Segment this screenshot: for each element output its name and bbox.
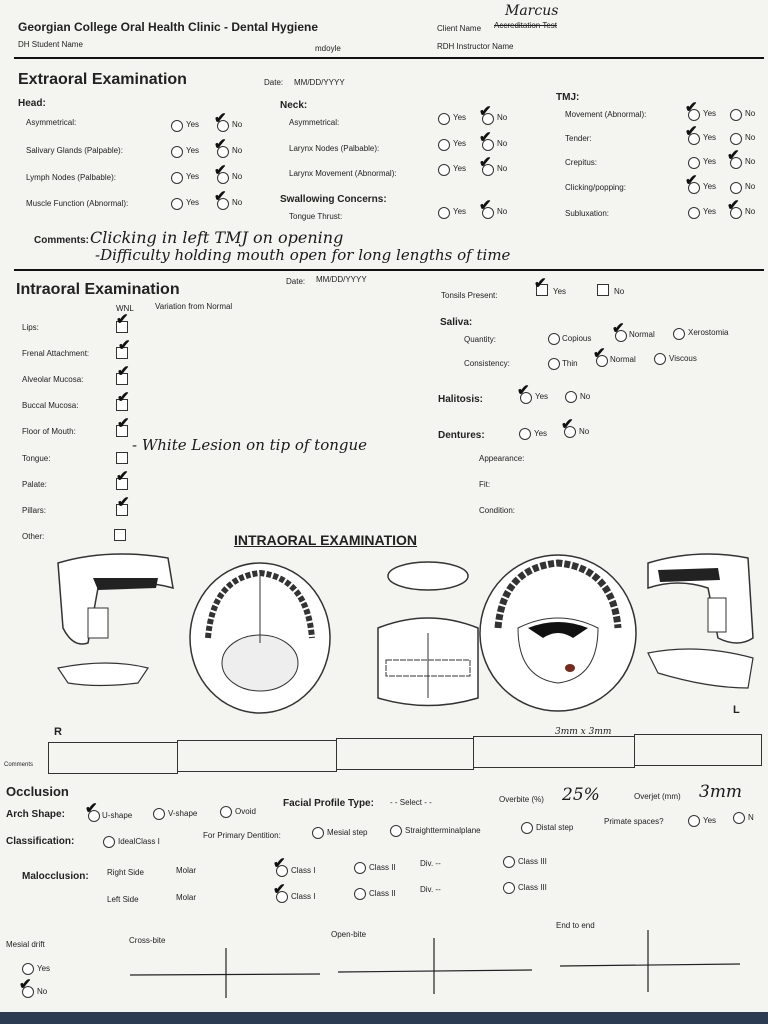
bite-crosshair-grids[interactable] — [120, 930, 760, 1000]
check-mark-icon — [117, 390, 130, 405]
arch-vshape-label: V-shape — [168, 809, 198, 818]
client-name-value[interactable]: Accreditation Test — [494, 21, 557, 30]
swallowing-label: Swallowing Concerns: — [280, 194, 387, 205]
lesion-measurement-note[interactable]: 3mm x 3mm — [555, 727, 612, 737]
tmj-crep-no-label: No — [745, 157, 756, 166]
overjet-value[interactable]: 3mm — [699, 782, 743, 802]
check-mark-icon — [214, 189, 227, 204]
arch-ovoid-radio[interactable] — [220, 806, 232, 818]
left-class2-label: Class II — [369, 889, 396, 898]
tmj-click-no-label: No — [745, 182, 756, 191]
consistency-viscous-label: Viscous — [669, 354, 697, 363]
facial-profile-select[interactable]: - - Select - - — [390, 798, 432, 807]
lips-label: Lips: — [22, 323, 39, 332]
dentures-no-label: No — [579, 427, 590, 436]
tmj-click-no-radio[interactable] — [730, 182, 742, 194]
consistency-thin-radio[interactable] — [548, 358, 560, 370]
arch-vshape-radio[interactable] — [153, 808, 165, 820]
check-mark-icon — [117, 364, 130, 379]
neck-nodes-yes-label: Yes — [453, 139, 467, 148]
left-class3-radio[interactable] — [503, 882, 515, 894]
left-side-label: L — [733, 704, 740, 716]
mesial-no-label: No — [37, 987, 48, 996]
neck-nodes-yes-radio[interactable] — [438, 139, 450, 151]
consistency-viscous-radio[interactable] — [654, 353, 666, 365]
saliva-label: Saliva: — [440, 317, 473, 328]
left-molar-label: Molar — [176, 893, 197, 902]
lesion-marker — [565, 664, 575, 672]
check-mark-icon — [593, 346, 606, 361]
pillars-label: Pillars: — [22, 506, 47, 515]
tmj-tender-yes-label: Yes — [703, 133, 717, 142]
neck-nodes-no-label: No — [497, 139, 508, 148]
condition-label: Condition: — [479, 506, 516, 515]
wnl-header: WNL — [116, 304, 134, 313]
tmj-tender-no-radio[interactable] — [730, 133, 742, 145]
thrust-yes-label: Yes — [453, 207, 467, 216]
clinic-title: Georgian College Oral Health Clinic - Dental Hygiene — [18, 20, 319, 34]
tmj-sublux-no-label: No — [745, 207, 756, 216]
check-mark-icon — [479, 130, 492, 145]
comments-box-5[interactable] — [634, 734, 762, 766]
tonsils-no-checkbox[interactable] — [597, 284, 609, 296]
dentures-label: Dentures: — [438, 430, 485, 441]
right-div-label: Div. -- — [420, 859, 441, 868]
comments-box-1[interactable] — [48, 742, 178, 774]
neck-move-yes-radio[interactable] — [438, 164, 450, 176]
right-side-label: R — [54, 726, 62, 738]
check-mark-icon — [612, 321, 625, 336]
thrust-yes-radio[interactable] — [438, 207, 450, 219]
head-lymph-no-label: No — [232, 172, 243, 181]
tmj-crep-yes-label: Yes — [703, 157, 717, 166]
check-mark-icon — [117, 416, 130, 431]
extraoral-comment-line2[interactable]: -Difficulty holding mouth open for long lengths of time — [95, 246, 511, 264]
arch-ovoid-label: Ovoid — [235, 807, 256, 816]
check-mark-icon — [116, 312, 129, 327]
consistency-label: Consistency: — [464, 359, 510, 368]
tmj-crep-yes-radio[interactable] — [688, 157, 700, 169]
check-mark-icon — [273, 882, 286, 897]
extraoral-date-label: Date: — [264, 78, 284, 87]
arch-ushape-label: U-shape — [102, 811, 133, 820]
neck-larynx-nodes-label: Larynx Nodes (Palbable): — [289, 144, 380, 153]
tongue-thrust-label: Tongue Thrust: — [289, 212, 343, 221]
diagram-title: INTRAORAL EXAMINATION — [234, 532, 418, 548]
check-mark-icon — [727, 148, 740, 163]
head-lymph-yes-radio[interactable] — [171, 172, 183, 184]
tmj-movement-label: Movement (Abnormal): — [565, 110, 647, 119]
diagram-comments-label: Comments — [4, 762, 34, 768]
head-asymmetrical-label: Asymmetrical: — [26, 118, 77, 127]
end-to-end-label: End to end — [556, 921, 595, 930]
right-lateral-view — [58, 554, 173, 686]
tmj-crepitus-label: Crepitus: — [565, 158, 598, 167]
check-mark-icon — [116, 469, 129, 484]
check-mark-icon — [19, 977, 32, 992]
intraoral-date-label: Date: — [286, 277, 306, 286]
left-class2-radio[interactable] — [354, 888, 366, 900]
quantity-xerostomia-label: Xerostomia — [688, 328, 729, 337]
header-divider — [14, 57, 764, 59]
check-mark-icon — [273, 856, 286, 871]
left-class1-label: Class I — [291, 892, 316, 901]
primate-yes-label: Yes — [703, 816, 717, 825]
left-side-row-label: Left Side — [107, 895, 139, 904]
head-asym-yes-radio[interactable] — [171, 120, 183, 132]
check-mark-icon — [117, 495, 130, 510]
head-muscle-yes-label: Yes — [186, 198, 200, 207]
comments-box-2[interactable] — [177, 740, 337, 772]
overbite-value[interactable]: 25% — [562, 785, 600, 805]
tmj-tender-label: Tender: — [565, 134, 592, 143]
mesial-drift-label: Mesial drift — [6, 940, 45, 949]
tmj-label: TMJ: — [556, 92, 580, 103]
fit-label: Fit: — [479, 480, 491, 489]
consistency-normal-label: Normal — [610, 355, 636, 364]
check-mark-icon — [479, 198, 492, 213]
variation-header: Variation from Normal — [155, 302, 233, 311]
right-class2-label: Class II — [369, 863, 396, 872]
head-lymph-label: Lymph Nodes (Palbable): — [26, 173, 116, 182]
occlusion-title: Occlusion — [6, 784, 69, 799]
head-asym-yes-label: Yes — [186, 120, 200, 129]
neck-asym-label: Asymmetrical: — [289, 118, 340, 127]
overjet-label: Overjet (mm) — [634, 792, 681, 801]
left-div-label: Div. -- — [420, 885, 441, 894]
client-name-handwritten: Marcus — [505, 3, 559, 19]
extraoral-comment-line1[interactable]: Clicking in left TMJ on opening — [90, 228, 344, 247]
tmj-sublux-yes-label: Yes — [703, 207, 717, 216]
other-wnl-checkbox[interactable] — [114, 529, 126, 541]
check-mark-icon — [534, 276, 547, 291]
right-class3-radio[interactable] — [503, 856, 515, 868]
neck-asym-no-label: No — [497, 113, 508, 122]
malocclusion-label: Malocclusion: — [22, 871, 89, 882]
extraoral-comments-label: Comments: — [34, 235, 90, 246]
mesial-yes-label: Yes — [37, 964, 51, 973]
cross-bite-label: Cross-bite — [129, 936, 166, 945]
tmj-move-no-label: No — [745, 109, 756, 118]
check-mark-icon — [479, 104, 492, 119]
tongue-wnl-checkbox[interactable] — [116, 452, 128, 464]
intraoral-title: Intraoral Examination — [16, 281, 180, 298]
ideal-class-radio[interactable] — [103, 836, 115, 848]
check-mark-icon — [214, 111, 227, 126]
head-muscle-no-label: No — [232, 198, 243, 207]
intraoral-diagram — [48, 548, 768, 730]
quantity-copious-label: Copious — [562, 334, 592, 343]
client-name-label: Client Name — [437, 24, 482, 33]
neck-larynx-move-label: Larynx Movement (Abnormal): — [289, 169, 397, 178]
extraoral-divider — [14, 269, 764, 271]
consistency-thin-label: Thin — [562, 359, 578, 368]
mesial-step-label: Mesial step — [327, 828, 368, 837]
buccal-label: Buccal Mucosa: — [22, 401, 79, 410]
straight-plane-label: Straightterminalplane — [405, 826, 481, 835]
quantity-label: Quantity: — [464, 335, 497, 344]
overbite-label: Overbite (%) — [499, 795, 544, 804]
primary-dentition-label: For Primary Dentition: — [203, 831, 281, 840]
student-name-label: DH Student Name — [18, 40, 83, 49]
left-class3-label: Class III — [518, 883, 547, 892]
head-asym-no-label: No — [232, 120, 243, 129]
mesial-step-radio[interactable] — [312, 827, 324, 839]
primate-no-radio[interactable] — [733, 812, 745, 824]
frontal-view — [378, 562, 478, 706]
instructor-name-label: RDH Instructor Name — [437, 42, 514, 51]
extraoral-title: Extraoral Examination — [18, 71, 187, 88]
maxillary-arch-view — [190, 563, 330, 713]
check-mark-icon — [727, 198, 740, 213]
right-class3-label: Class III — [518, 857, 547, 866]
head-salivary-label: Salivary Glands (Palpable): — [26, 146, 123, 155]
halitosis-no-radio[interactable] — [565, 391, 577, 403]
distal-step-radio[interactable] — [521, 822, 533, 834]
thrust-no-label: No — [497, 207, 508, 216]
primate-yes-radio[interactable] — [688, 815, 700, 827]
comments-box-4[interactable] — [473, 736, 635, 768]
mesial-yes-radio[interactable] — [22, 963, 34, 975]
tmj-subluxation-label: Subluxation: — [565, 209, 610, 218]
quantity-normal-label: Normal — [629, 330, 655, 339]
open-bite-label: Open-bite — [331, 930, 367, 939]
check-mark-icon — [479, 155, 492, 170]
extraoral-date-value[interactable]: MM/DD/YYYY — [294, 78, 345, 87]
primate-spaces-label: Primate spaces? — [604, 817, 664, 826]
halitosis-no-label: No — [580, 392, 591, 401]
tmj-clicking-label: Clicking/popping: — [565, 183, 626, 192]
check-mark-icon — [561, 417, 574, 432]
tmj-move-no-radio[interactable] — [730, 109, 742, 121]
other-label: Other: — [22, 532, 45, 541]
right-side-row-label: Right Side — [107, 868, 144, 877]
quantity-copious-radio[interactable] — [548, 333, 560, 345]
tmj-move-yes-label: Yes — [703, 109, 717, 118]
check-mark-icon — [685, 173, 698, 188]
bottom-edge-bar — [0, 1012, 768, 1024]
appearance-label: Appearance: — [479, 454, 525, 463]
check-mark-icon — [214, 163, 227, 178]
classification-label: Classification: — [6, 836, 75, 847]
check-mark-icon — [517, 383, 530, 398]
head-saliv-yes-label: Yes — [186, 146, 200, 155]
check-mark-icon — [85, 801, 98, 816]
tongue-label: Tongue: — [22, 454, 51, 463]
dentures-yes-radio[interactable] — [519, 428, 531, 440]
tonsils-no-label: No — [614, 287, 625, 296]
alveolar-label: Alveolar Mucosa: — [22, 375, 84, 384]
right-class2-radio[interactable] — [354, 862, 366, 874]
check-mark-icon — [685, 100, 698, 115]
check-mark-icon — [685, 124, 698, 139]
check-mark-icon — [118, 338, 131, 353]
facial-profile-label: Facial Profile Type: — [283, 798, 374, 809]
head-lymph-yes-label: Yes — [186, 172, 200, 181]
primate-no-label: N — [748, 813, 754, 822]
neck-move-no-label: No — [497, 164, 508, 173]
halitosis-yes-label: Yes — [535, 392, 549, 401]
comments-box-3[interactable] — [336, 738, 474, 770]
halitosis-label: Halitosis: — [438, 394, 484, 405]
arch-shape-label: Arch Shape: — [6, 809, 65, 820]
neck-label: Neck: — [280, 100, 308, 111]
check-mark-icon — [214, 137, 227, 152]
tmj-sublux-yes-radio[interactable] — [688, 207, 700, 219]
left-lateral-view — [648, 554, 753, 688]
straight-plane-radio[interactable] — [390, 825, 402, 837]
head-saliv-yes-radio[interactable] — [171, 146, 183, 158]
frenal-label: Frenal Attachment: — [22, 349, 90, 358]
ideal-class-label: IdealClass I — [118, 837, 160, 846]
neck-move-yes-label: Yes — [453, 164, 467, 173]
head-saliv-no-label: No — [232, 146, 243, 155]
right-molar-label: Molar — [176, 866, 197, 875]
right-class1-label: Class I — [291, 866, 316, 875]
tmj-tender-no-label: No — [745, 133, 756, 142]
floor-label: Floor of Mouth: — [22, 427, 76, 436]
head-label: Head: — [18, 98, 46, 109]
head-muscle-label: Muscle Function (Abnormal): — [26, 199, 129, 208]
mandibular-arch-view — [480, 555, 636, 711]
neck-asym-yes-radio[interactable] — [438, 113, 450, 125]
distal-step-label: Distal step — [536, 823, 574, 832]
head-muscle-yes-radio[interactable] — [171, 198, 183, 210]
intraoral-date-value[interactable]: MM/DD/YYYY — [316, 275, 367, 284]
dentures-yes-label: Yes — [534, 429, 548, 438]
tonsils-label: Tonsils Present: — [441, 291, 498, 300]
neck-asym-yes-label: Yes — [453, 113, 467, 122]
tonsils-yes-label: Yes — [553, 287, 567, 296]
palate-label: Palate: — [22, 480, 47, 489]
quantity-xerostomia-radio[interactable] — [673, 328, 685, 340]
tmj-click-yes-label: Yes — [703, 182, 717, 191]
student-name-value[interactable]: mdoyle — [315, 44, 341, 53]
tongue-variation-note[interactable]: - White Lesion on tip of tongue — [132, 436, 368, 454]
